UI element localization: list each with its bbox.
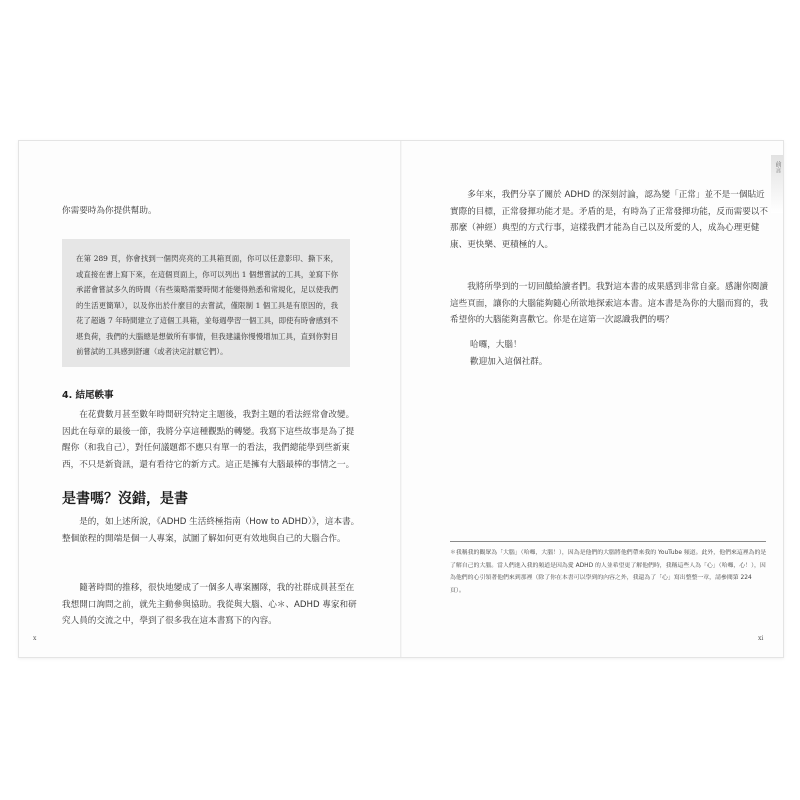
tip-callout-box — [62, 239, 350, 367]
book-spread — [18, 140, 784, 658]
section-paragraph: 在花費數月甚至數年時間研究特定主題後，我對主題的看法經常會改變。因此在每章的最後一節，我將分享這種觀點的轉變。我寫下這些故事是為了提醒你（和我自己），對任何議題都不應只有單一的看法，我們總能學到些新東西，不只是新資訊，還有看待它的新方式。這正是擁有大腦最棒的事情之一。 — [62, 410, 355, 470]
chapter-paragraph-1: 是的，如上述所說，《ADHD 生活終極指南（How to ADHD）》，這本書。整個旅程的開端是個一人專案，試圖了解如何更有效地與自己的大腦合作。 — [62, 517, 360, 544]
right-page-number: xi — [758, 635, 764, 642]
right-paragraph-2: 我將所學到的一切回饋給讀者們。我對這本書的成果感到非常自豪。感謝你閱讀這些頁面，讓你的大腦能夠隨心所欲地探索這本書。這本書是為你的大腦而寫的，我希望你的大腦能夠喜歡它。你是在這第一次認識我們的嗎？ — [450, 282, 768, 326]
chapter-subheading: 是書嗎？沒錯，是書 — [62, 491, 188, 507]
running-head: 前言 — [774, 161, 781, 173]
left-page-number: x — [33, 635, 37, 642]
greeting-line: 哈囉，大腦！ — [470, 340, 522, 350]
footnote-text: ＊我稱我的觀眾為「大腦」（哈囉，大腦！），因為是他們的大腦將他們帶來我的 YouTube 頻道。此外，他們來這裡為的是了解自己的大腦。當人們進入我的頻道是因為愛 ADHD 的人並希望更了解他們時，我稱這些人為「心」（哈囉，心！），因為他們的心引領著他們來到那裡（除了你在本書可以學到的內容之外，我還為了「心」寫出整整一章，請參閱第 224 頁）。 — [450, 550, 767, 594]
section-heading: 4. 結尾軼事 — [62, 390, 114, 401]
tip-callout-text: 在第 289 頁，你會找到一個閃亮亮的工具箱頁面，你可以任意影印、撕下來，或直接在書上寫下來，在這個頁面上，你可以列出 1 個想嘗試的工具，並寫下你承諾會嘗試多久的時間（有些策略需要時間才能變得熟悉和常規化，足以使我們的生活更簡單），以及你出於什麼目的去嘗試，僅限制 1 個工具是有原因的，我花了超過 7 年時間建立了這個工具箱，並每週學習一個工具，即使有時會感到不堪負荷，我們的大腦總是想做所有事情，但我建議你慢慢增加工具，直到你對目前嘗試的工具感到舒適（或者決定討厭它們）。 — [76, 254, 338, 356]
left-opening-line: 你需要時為你提供幫助。 — [62, 206, 157, 216]
left-page — [19, 141, 400, 657]
right-paragraph-1: 多年來，我們分享了關於 ADHD 的深刻討論，認為變「正常」並不是一個貼近實際的目標，正常發揮功能才是。矛盾的是，有時為了正常發揮功能，反而需要以不那麼（神經）典型的方式行事，這樣我們才能為自己以及所愛的人，成為心理更健康、更快樂、更積極的人。 — [450, 190, 768, 250]
footnote-divider — [450, 541, 766, 542]
welcome-line: 歡迎加入這個社群。 — [470, 357, 548, 367]
chapter-paragraph-2: 隨著時間的推移，很快地變成了一個多人專案團隊，我的社群成員甚至在我想開口詢問之前，就先主動參與協助。我從與大腦、心＊、ADHD 專家和研究人員的交流之中，學到了很多我在這本書寫下的內容。 — [62, 583, 357, 627]
